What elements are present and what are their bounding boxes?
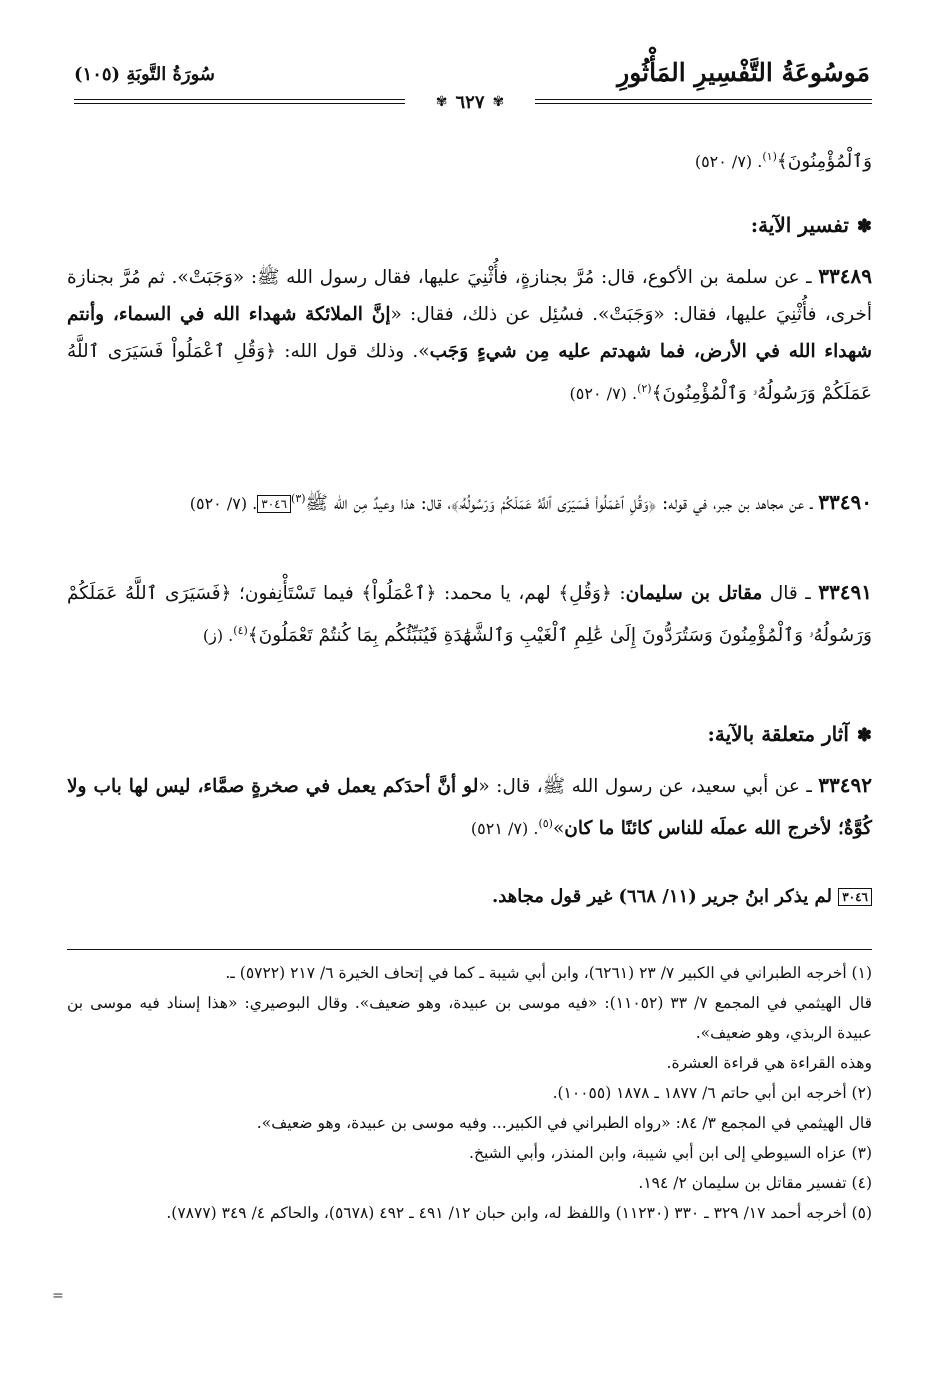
rosette-icon: ✽ bbox=[856, 725, 872, 746]
hadith-33492 bbox=[67, 767, 872, 847]
flower-ornament-icon: ✾ bbox=[435, 94, 448, 110]
source-ref: . (٧/ ٥٢١) bbox=[470, 819, 539, 839]
commentary-box-ref: ٣٠٤٦ bbox=[838, 888, 872, 906]
hadith-text: ـ قال bbox=[762, 583, 819, 604]
margin-mark: = bbox=[52, 1288, 64, 1304]
book-title: مَوسُوعَةُ التَّفْسِيرِ المَأْثُورِ bbox=[617, 58, 870, 87]
footnote-3: (٣) عزاه السيوطي إلى ابن أبي شيبة، وابن المنذر، وأبي الشيخ. bbox=[469, 1144, 872, 1162]
footnote-separator bbox=[67, 949, 872, 950]
hadith-number: ٣٣٤٩٢ bbox=[818, 773, 872, 797]
hadith-text: ـ عن أبي سعيد، عن رسول الله ﷺ، قال: « bbox=[478, 776, 819, 797]
source-ref: . (ز) bbox=[202, 626, 234, 646]
source-ref: . (٧/ ٥٢٠) bbox=[189, 494, 258, 514]
hadith-quote: لو أنَّ أحدَكم يعمل في صخرةٍ صمَّاء، ليس لها باب ولا كُوَّةٌ؛ لأخرج الله عملَه للناس كائنًا ما كان bbox=[67, 776, 872, 840]
hadith-33489 bbox=[67, 258, 872, 412]
footnote-5: (٥) أخرجه أحمد ١٧/ ٣٢٩ ـ ٣٣٠ (١١٢٣٠) واللفظ له، وابن حبان ١٢/ ٤٩١ ـ ٤٩٢ (٥٦٧٨)، والحاكم ٤/ ٣٤٩ (٧٨٧٧). bbox=[166, 1204, 872, 1222]
hadith-text: ـ عن مجاهد بن جبر، في قوله: ﴿وَقُلِ ٱعْمَلُواْ فَسَيَرَى ٱللَّهُ عَمَلَكُمْ وَرَسُولُهُۥ﴾، قال: هذا وعيدٌ مِن الله ﷺ bbox=[305, 493, 819, 515]
page-number-block bbox=[405, 88, 535, 116]
hadith-text-cont: ». وذلك قول الله: ﴿وَقُلِ ٱعْمَلُواْ فَسَيَرَى ٱللَّهُ عَمَلَكُمْ وَرَسُولُهُۥ وَٱلْمُؤْمِنُونَ﴾ bbox=[67, 341, 872, 405]
source-ref: . (٧/ ٥٢٠) bbox=[569, 384, 638, 404]
hadith-text-cont: » bbox=[552, 818, 565, 840]
footnote-mark: (٣) bbox=[291, 492, 306, 505]
page-number: ٦٢٧ bbox=[455, 91, 485, 113]
section-heading-tafsir bbox=[751, 213, 872, 237]
hadith-number: ٣٣٤٩٠ bbox=[818, 490, 872, 515]
hadith-text: ـ عن سلمة بن الأكوع، قال: مُرَّ بجنازةٍ، فأُثْنِيَ عليها، فقال رسول الله ﷺ: «وَجَبَتْ». ثم مُرَّ بجنازة أخرى، فأُثْنِيَ عليها، فقال: «وَجَبَتْ». فسُئِل عن ذلك، فقال: « bbox=[67, 267, 872, 325]
hadith-quote: إنَّ الملائكة شهداء الله في السماء، وأنتم شهداء الله في الأرض، فما شهدتم عليه مِن شيءٍ وَجَب bbox=[67, 304, 872, 362]
commentary-note bbox=[67, 886, 872, 907]
section-heading-athar bbox=[708, 722, 873, 746]
footnote-1: (١) أخرجه الطبراني في الكبير ٧/ ٢٣ (٦٢٦١)، وابن أبي شيبة ـ كما في إتحاف الخيرة ٦/ ٢١٧ (٥٧٢٢) ـ. bbox=[225, 964, 872, 982]
hadith-text-cont: : ﴿وَقُلِ﴾ لهم، يا محمد: ﴿ٱعْمَلُواْ﴾ فيما تَسْتَأْنِفون؛ ﴿فَسَيَرَى ٱللَّهُ عَمَلَكُمْ وَرَسُولُهُۥ وَٱلْمُؤْمِنُونَ وَسَتُرَدُّونَ إِلَىٰ عَٰلِمِ ٱلْغَيْبِ وَٱلشَّهَٰدَةِ فَيُنَبِّئُكُم بِمَا كُنتُمْ تَعْمَلُونَ﴾ bbox=[67, 583, 872, 647]
footnote-2-comment: قال الهيثمي في المجمع ٣/ ٨٤: «رواه الطبراني في الكبير... وفيه موسى بن عبيدة، وهو ضعيف». bbox=[256, 1114, 872, 1132]
footnote-2: (٢) أخرجه ابن أبي حاتم ٦/ ١٨٧٧ ـ ١٨٧٨ (١٠٠٥٥). bbox=[552, 1084, 872, 1102]
commentary-text: لم يذكر ابنُ جرير (١١/ ٦٦٨) غير قول مجاهد. bbox=[491, 886, 839, 907]
rosette-icon: ✽ bbox=[856, 216, 872, 237]
footnote-mark: (٢) bbox=[637, 382, 652, 395]
intro-line bbox=[67, 138, 872, 180]
section-title: آثار متعلقة بالآية: bbox=[707, 722, 849, 746]
hadith-33490 bbox=[67, 480, 872, 522]
footnote-mark: (٤) bbox=[233, 624, 248, 637]
footnote-mark: (٥) bbox=[538, 817, 553, 830]
footnote-4: (٤) تفسير مقاتل بن سليمان ٢/ ١٩٤. bbox=[638, 1174, 872, 1192]
source-ref: . (٧/ ٥٢٠) bbox=[694, 152, 763, 172]
footnote-1-comment: قال الهيثمي في المجمع ٧/ ٣٣ (١١٠٥٢): «فيه موسى بن عبيدة، وهو ضعيف». وقال البوصيري: «هذا إسناد فيه موسى بن عبيدة الربذي، وهو ضعيف». bbox=[67, 994, 872, 1042]
hadith-number: ٣٣٤٩١ bbox=[818, 580, 872, 604]
footnotes bbox=[67, 958, 872, 1228]
hadith-number: ٣٣٤٨٩ bbox=[818, 264, 872, 288]
intro-verse: وَٱلْمُؤْمِنُونَ﴾ bbox=[776, 151, 872, 173]
narrator-name: مقاتل بن سليمان bbox=[625, 583, 763, 604]
commentary-box-ref: ٣٠٤٦ bbox=[257, 495, 291, 513]
hadith-33491 bbox=[67, 574, 872, 654]
section-title: تفسير الآية: bbox=[750, 213, 849, 237]
footnote-1-reading: وهذه القراءة هي قراءة العشرة. bbox=[666, 1054, 872, 1072]
flower-ornament-icon: ✾ bbox=[492, 94, 505, 110]
footnote-mark: (١) bbox=[762, 150, 777, 163]
surah-label: سُورَةُ التَّوبَةِ (١٠٥) bbox=[74, 64, 215, 85]
